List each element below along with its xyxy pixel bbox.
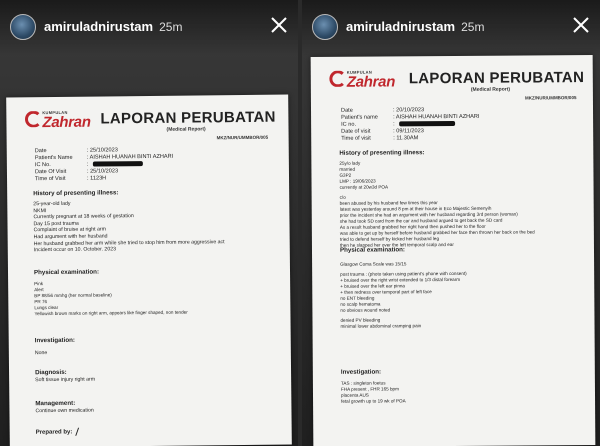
exam-line: PR 76 — [34, 299, 48, 305]
field-value: : — [393, 121, 395, 128]
management-line: Continue own medication — [35, 407, 94, 415]
field-row — [35, 174, 173, 183]
report-title: LAPORAN PERUBATAN — [100, 108, 276, 128]
exam-line: post trauma : (photo taken using patient's phone with consent) — [340, 270, 467, 277]
prepared-by-label: Prepared by: — [35, 429, 73, 436]
field-label: Time of visit — [341, 135, 371, 143]
history-title: History of presenting illness: — [339, 149, 425, 157]
logo-small-text: KUMPULAN — [42, 109, 68, 116]
exam-line: Lungs clear — [34, 304, 59, 311]
history-line: 25y/o lady — [339, 160, 361, 166]
exam-title: Physical examination: — [339, 246, 406, 254]
field-label: Date of visit — [341, 128, 371, 135]
field-label: Time of Visit — [35, 176, 66, 183]
field-value: : AISHAH HUANAH BINTI AZHARI — [393, 113, 480, 121]
field-value: : 1123H — [87, 175, 107, 182]
username-text[interactable]: amiruladnirustam — [44, 19, 154, 34]
field-label: Patient's Name — [34, 154, 73, 161]
story-panel-right[interactable] — [302, 0, 600, 446]
story-header — [302, 0, 600, 56]
field-label: Date — [34, 147, 47, 154]
logo-big-text: Zahran — [346, 73, 396, 91]
field-value: : 25/10/2023 — [86, 146, 118, 154]
prepared-by — [36, 428, 87, 437]
exam-line: no obvious wound noted — [340, 307, 391, 313]
diagnosis-title: Diagnosis: — [35, 368, 67, 377]
history-line: married — [339, 166, 356, 172]
avatar[interactable] — [312, 14, 338, 40]
history-title: History of presenting illness: — [33, 189, 119, 198]
field-value: : AISHAH HUANAH BINTI AZHARI — [86, 153, 174, 161]
management-lines — [35, 408, 93, 415]
history-line: NKMI — [33, 207, 47, 214]
exam-line: denied PV bleeding — [340, 317, 381, 323]
diagnosis-lines — [35, 377, 95, 384]
post-time: 25m — [461, 20, 485, 34]
story-panel-left[interactable] — [0, 0, 298, 446]
zahran-logo-mark-icon — [24, 111, 42, 127]
history-line: c/o — [339, 194, 346, 200]
report-subtitle: (Medical Report) — [470, 86, 511, 93]
history-lines — [339, 159, 534, 248]
history-line: Her husband grabbed her arm while she tried to stop him from more aggressive act — [33, 238, 225, 247]
exam-line: Pink — [34, 281, 44, 287]
exam-lines — [34, 280, 188, 318]
close-icon[interactable] — [268, 14, 290, 36]
exam-line: no scalp hematoma — [340, 301, 381, 307]
history-line: currently at 20w3d POA — [339, 184, 389, 190]
field-value: : 20/10/2023 — [392, 106, 425, 114]
logo-big-text: Zahran — [42, 113, 91, 132]
exam-line: Glasgow Coma Scale was 15/15 — [340, 261, 407, 267]
zahran-logo — [329, 70, 395, 89]
username[interactable] — [346, 19, 484, 34]
post-time: 25m — [159, 20, 183, 34]
investigation-lines — [35, 350, 47, 357]
field-row — [341, 135, 479, 143]
history-lines — [33, 199, 224, 254]
avatar[interactable] — [10, 14, 36, 40]
history-line: was able to get up by herself before husband grabbed her face then thrown her back on the bed — [339, 229, 535, 236]
exam-line: minimal lower abdominal cramping pain — [340, 323, 422, 329]
username[interactable] — [44, 19, 182, 34]
medical-report-paper — [311, 55, 596, 446]
field-label: Date — [340, 107, 353, 114]
history-line: been abused by his husband few times this year — [339, 200, 438, 206]
history-line: she had took SD card from the car and husband argued to get back the SD card — [339, 217, 503, 224]
exam-line: + then redness over temporal part of left face — [340, 289, 432, 295]
field-value: : 25/10/2023 — [86, 168, 119, 175]
field-label: IC No. — [34, 161, 51, 169]
username-text[interactable]: amiruladnirustam — [346, 19, 456, 34]
investigation-line: None — [34, 350, 48, 357]
exam-line: no ENT bleeding — [340, 295, 375, 301]
signature-mark — [75, 428, 88, 436]
field-value: : — [86, 161, 89, 168]
history-line: prior the incident she had an argument with her husband regarding 3rd person (woman) — [339, 211, 518, 218]
investigation-title: Investigation: — [340, 368, 382, 376]
patient-fields — [35, 146, 174, 183]
investigation-lines — [341, 380, 406, 404]
patient-fields — [341, 106, 480, 143]
history-line: Complaint of bruise at right arm — [33, 226, 106, 234]
field-value: : 09/11/2023 — [393, 128, 424, 135]
investigation-line: fetal growth up to 19 wk of POA — [341, 398, 406, 404]
investigation-line: placenta AUS — [340, 392, 369, 398]
report-title: LAPORAN PERUBATAN — [408, 69, 585, 88]
exam-line: BP 88/56 mmhg (her normal baseline) — [34, 292, 112, 299]
exam-line: + bruised over the left ear pinna — [340, 283, 406, 289]
medical-report-paper — [6, 95, 292, 446]
management-title: Management: — [35, 399, 76, 408]
exam-line: + bruised over the right wrist extended to 1/3 distal forearm — [340, 276, 461, 283]
investigation-line: FHA present , FHR 165 bpm — [340, 386, 399, 392]
history-line: Day 15 post trauma — [33, 220, 79, 227]
exam-title: Physical examination: — [33, 268, 100, 277]
report-ref: MKZ/NUR/UMMBOR/005 — [216, 134, 269, 141]
history-line: As a result husband grabbed her right hand then pushed her to the floor — [339, 223, 486, 230]
history-line: then he slapped her over the left temporal scalp and ear — [339, 241, 454, 248]
history-line: latest was yesterday around 8 pm at their house in Eco Majestic Semenyih — [339, 205, 492, 212]
exam-lines — [340, 261, 467, 330]
field-label: Patient's name — [341, 114, 378, 121]
exam-line: Alert — [34, 287, 44, 293]
close-icon[interactable] — [570, 14, 592, 36]
history-line: tried to defend herself by kicked her husband leg — [339, 236, 440, 242]
investigation-title: Investigation: — [34, 336, 75, 345]
report-ref: MKZ/NUR/UMMBOR/005 — [524, 95, 577, 101]
logo-small-text: KUMPULAN — [346, 69, 373, 75]
diagnosis-line: Soft tissue injury right arm — [35, 376, 96, 384]
field-label: Date Of Visit — [34, 169, 67, 176]
story-header — [0, 0, 298, 56]
redaction-bar — [399, 121, 455, 126]
zahran-logo-mark-icon — [329, 71, 347, 87]
history-line: LMP : 19/06/2023 — [339, 178, 376, 184]
report-subtitle: (Medical Report) — [166, 126, 206, 133]
redaction-bar — [92, 162, 142, 168]
history-line: Currently pregnant at 18 weeks of gestation — [33, 213, 134, 221]
zahran-logo — [24, 111, 90, 131]
exam-line: Yellowish brown marks on right arm, appears like finger shaped, non tender — [34, 309, 188, 317]
investigation-line: TAS : singleton foetus — [340, 380, 386, 386]
field-label: IC no. — [341, 121, 357, 128]
history-line: Incident occur on 10. October. 2023 — [33, 246, 117, 254]
history-line: 25-year-old lady — [33, 200, 71, 208]
field-value: : 11.30AM — [393, 135, 419, 142]
history-line: Had argument with her husband — [33, 233, 108, 241]
history-line: G3P2 — [339, 172, 352, 178]
